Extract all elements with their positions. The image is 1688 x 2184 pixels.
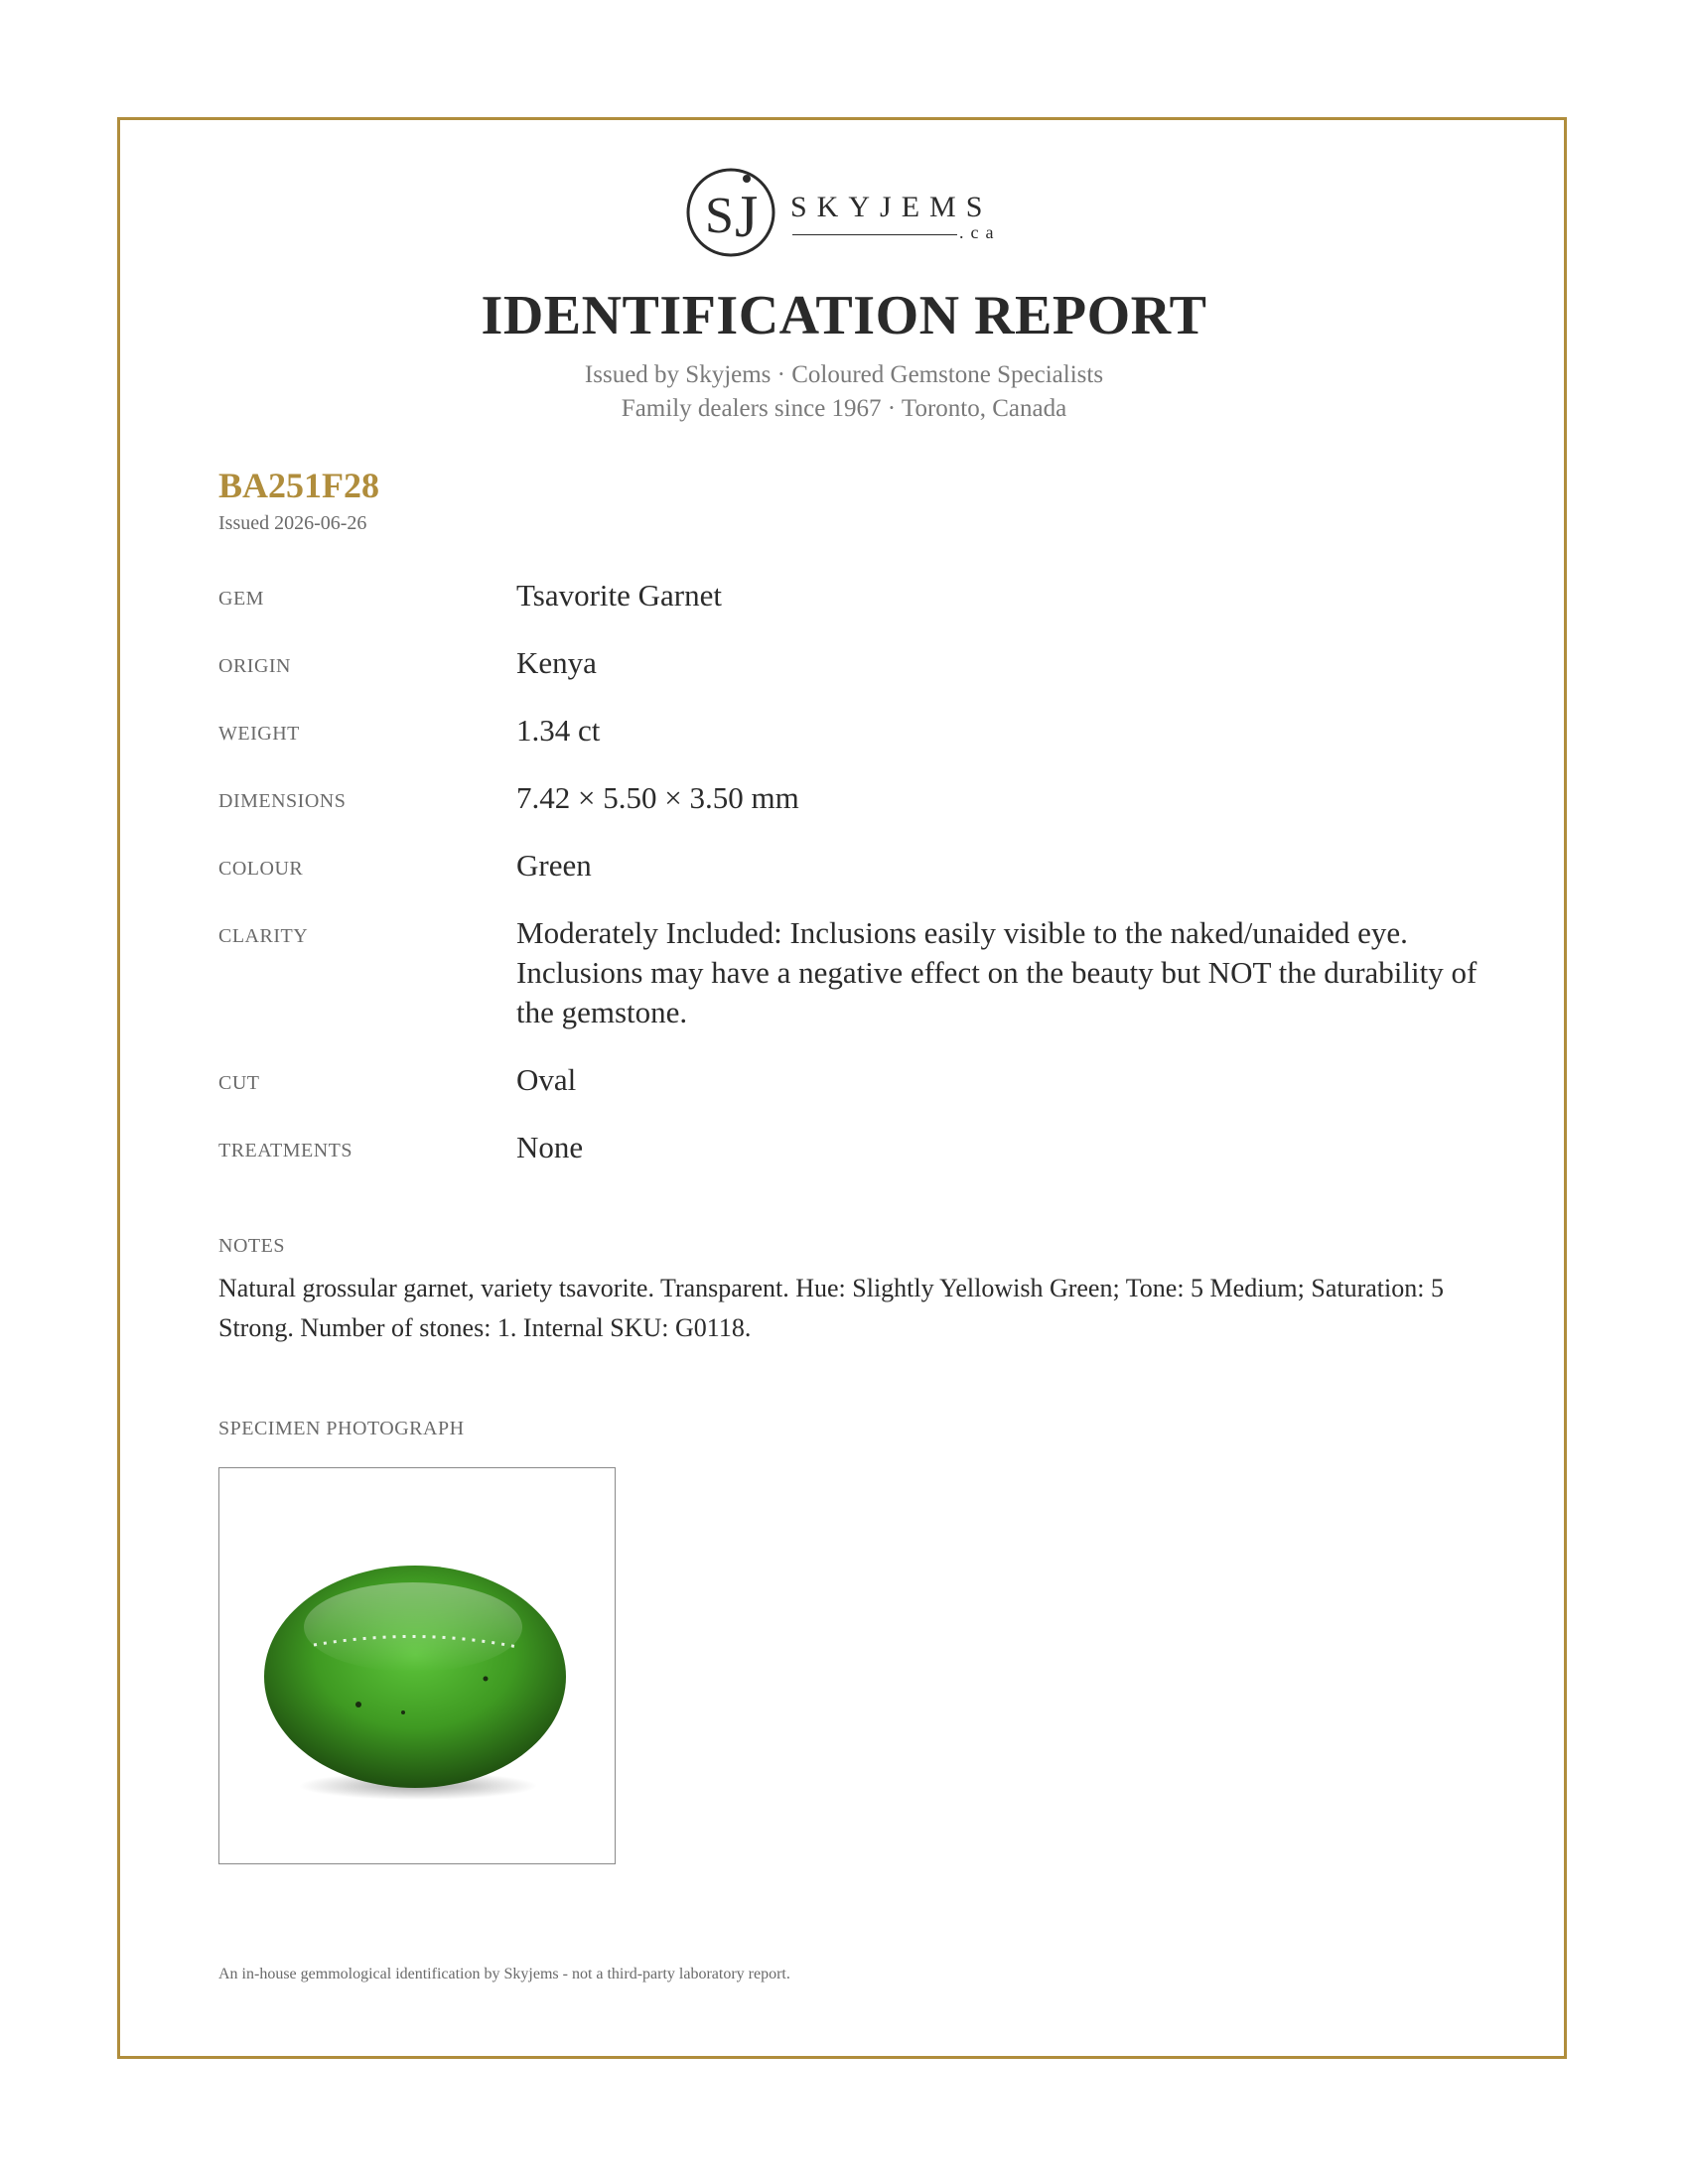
brand-underline: [792, 234, 957, 235]
field-label: COLOUR: [218, 858, 304, 880]
svg-text:J: J: [735, 184, 759, 249]
field-label: TREATMENTS: [218, 1140, 352, 1161]
specimen-photo: [218, 1467, 616, 1864]
photo-heading: SPECIMEN PHOTOGRAPH: [218, 1418, 465, 1439]
field-clarity: [218, 913, 1509, 1032]
field-origin: [218, 643, 1509, 683]
brand-wordmark: SKYJEMS: [790, 191, 993, 223]
report-id: BA251F28: [218, 466, 379, 505]
field-value: 7.42 × 5.50 × 3.50 mm: [516, 780, 799, 815]
field-label: CLARITY: [218, 925, 309, 947]
field-value: Kenya: [516, 645, 597, 680]
field-label: GEM: [218, 588, 264, 610]
field-weight: [218, 711, 1509, 751]
field-value: Oval: [516, 1062, 577, 1097]
field-label: DIMENSIONS: [218, 790, 347, 812]
field-dimensions: [218, 778, 1509, 818]
gemstone-image: [219, 1468, 617, 1865]
issue-date: Issued 2026-06-26: [218, 512, 367, 534]
field-value: None: [516, 1130, 584, 1164]
field-value: Green: [516, 848, 592, 883]
field-label: CUT: [218, 1072, 260, 1094]
field-cut: [218, 1060, 1509, 1100]
field-gem: [218, 576, 1509, 615]
dealer-line: Family dealers since 1967 · Toronto, Canada: [621, 395, 1067, 422]
field-value: Tsavorite Garnet: [516, 578, 722, 613]
skyjems-logo: [685, 165, 1023, 264]
field-value: Moderately Included: Inclusions easily visible to the naked/unaided eye. Inclusions may have a negative effect on the beauty but NOT the durability of the gemstone.: [516, 915, 1477, 1029]
notes-heading: NOTES: [218, 1235, 285, 1257]
svg-text:S: S: [705, 188, 734, 244]
field-colour: [218, 846, 1509, 886]
issuer-line: Issued by Skyjems · Coloured Gemstone Specialists: [584, 361, 1104, 388]
disclaimer: An in-house gemmological identification by Skyjems - not a third-party laboratory report.: [218, 1966, 790, 1982]
report-title: IDENTIFICATION REPORT: [481, 285, 1207, 346]
sj-monogram-icon: [685, 165, 776, 260]
notes-text: Natural grossular garnet, variety tsavorite. Transparent. Hue: Slightly Yellowish Green; Tone: 5 Medium; Saturation: 5 Strong. Number of stones: 1. Internal SKU: G0118.: [218, 1274, 1444, 1342]
gem-details: [218, 576, 1509, 1195]
field-value: 1.34 ct: [516, 713, 601, 748]
brand-tld: .ca: [959, 222, 1001, 242]
field-label: WEIGHT: [218, 723, 300, 745]
field-label: ORIGIN: [218, 655, 291, 677]
field-treatments: [218, 1128, 1509, 1167]
